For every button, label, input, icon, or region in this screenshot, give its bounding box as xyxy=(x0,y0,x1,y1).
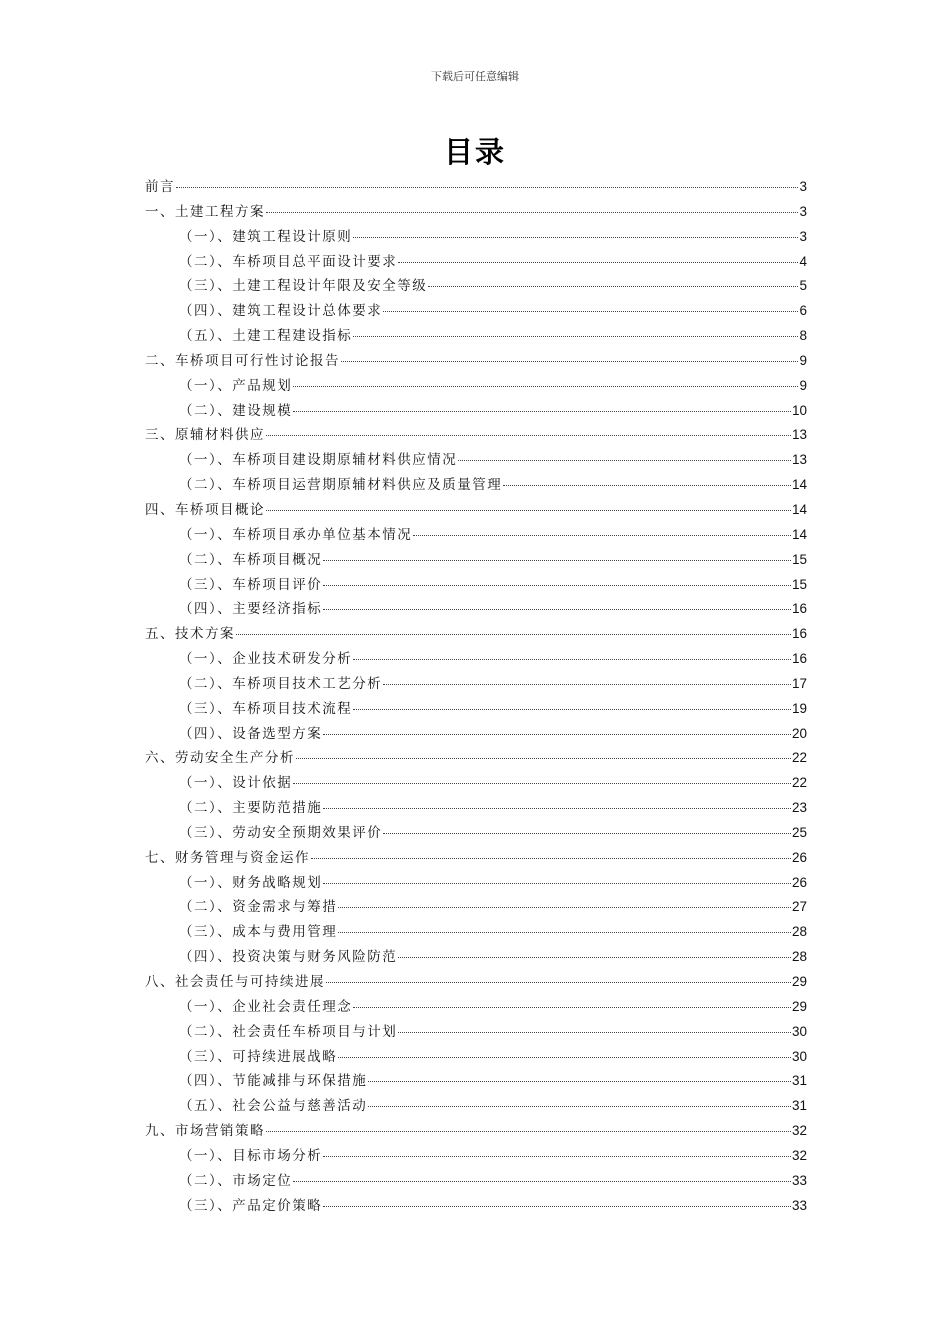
toc-entry-label: 四、车桥项目概论 xyxy=(145,501,265,518)
toc-subentry[interactable] xyxy=(145,722,807,747)
toc-entry-label: （三）、车桥项目技术流程 xyxy=(179,700,353,717)
toc-entry-label: （二）、建设规模 xyxy=(179,402,293,419)
toc-page-number: 32 xyxy=(791,1123,807,1139)
toc-entry[interactable] xyxy=(145,622,807,647)
toc-subentry[interactable] xyxy=(145,597,807,622)
toc-leader-dots xyxy=(311,858,791,859)
toc-leader-dots xyxy=(266,510,791,511)
toc-page-number: 28 xyxy=(791,924,807,940)
toc-subentry[interactable] xyxy=(145,448,807,473)
toc-page-number: 5 xyxy=(799,278,807,294)
toc-leader-dots xyxy=(293,783,791,784)
toc-leader-dots xyxy=(398,262,798,263)
toc-subentry[interactable] xyxy=(145,299,807,324)
toc-entry-label: （四）、设备选型方案 xyxy=(179,725,323,742)
toc-entry-label: 九、市场营销策略 xyxy=(145,1123,265,1140)
toc-subentry[interactable] xyxy=(145,274,807,299)
toc-subentry[interactable] xyxy=(145,374,807,399)
toc-page-number: 26 xyxy=(791,849,807,865)
toc-page-number: 22 xyxy=(791,750,807,766)
toc-subentry[interactable] xyxy=(145,250,807,275)
toc-entry-label: （二）、车桥项目技术工艺分析 xyxy=(179,675,383,692)
toc-page-number: 13 xyxy=(791,452,807,468)
toc-entry-label: （一）、车桥项目承办单位基本情况 xyxy=(179,526,413,543)
toc-leader-dots xyxy=(323,734,791,735)
toc-leader-dots xyxy=(383,833,791,834)
toc-leader-dots xyxy=(353,659,791,660)
toc-leader-dots xyxy=(368,1081,791,1082)
toc-page-number: 14 xyxy=(791,477,807,493)
toc-entry[interactable] xyxy=(145,846,807,871)
toc-page-number: 33 xyxy=(791,1172,807,1188)
toc-page-number: 22 xyxy=(791,775,807,791)
toc-subentry[interactable] xyxy=(145,796,807,821)
toc-subentry[interactable] xyxy=(145,945,807,970)
toc-leader-dots xyxy=(293,386,798,387)
toc-entry-label: （五）、社会公益与慈善活动 xyxy=(179,1098,368,1115)
page-title: 目录 xyxy=(443,135,506,169)
toc-leader-dots xyxy=(323,609,791,610)
toc-leader-dots xyxy=(341,361,798,362)
toc-entry-label: （二）、资金需求与筹措 xyxy=(179,899,338,916)
toc-page-number: 32 xyxy=(791,1147,807,1163)
toc-leader-dots xyxy=(338,907,791,908)
toc-entry-label: （二）、车桥项目概况 xyxy=(179,551,323,568)
toc-page-number: 29 xyxy=(791,998,807,1014)
toc-subentry[interactable] xyxy=(145,324,807,349)
toc-entry[interactable] xyxy=(145,1119,807,1144)
toc-leader-dots xyxy=(368,1106,791,1107)
toc-page-number: 26 xyxy=(791,874,807,890)
toc-entry-label: （三）、车桥项目评价 xyxy=(179,576,323,593)
toc-subentry[interactable] xyxy=(145,548,807,573)
toc-leader-dots xyxy=(338,1057,791,1058)
toc-leader-dots xyxy=(353,1007,791,1008)
toc-page-number: 19 xyxy=(791,700,807,716)
toc-leader-dots xyxy=(353,237,798,238)
toc-page-number: 3 xyxy=(799,179,807,194)
toc-entry-label: （一）、产品规划 xyxy=(179,377,293,394)
toc-leader-dots xyxy=(323,585,791,586)
toc-subentry[interactable] xyxy=(145,399,807,424)
toc-leader-dots xyxy=(323,883,791,884)
toc-subentry[interactable] xyxy=(145,1045,807,1070)
toc-leader-dots xyxy=(338,932,791,933)
toc-subentry[interactable] xyxy=(145,523,807,548)
toc-leader-dots xyxy=(398,957,791,958)
toc-entry-label: （二）、车桥项目总平面设计要求 xyxy=(179,253,398,270)
toc-leader-dots xyxy=(266,212,798,213)
toc-leader-dots xyxy=(353,336,798,337)
toc-entry-label: 一、土建工程方案 xyxy=(145,203,265,220)
toc-entry-label: 七、财务管理与资金运作 xyxy=(145,849,310,866)
toc-page-number: 6 xyxy=(799,303,807,319)
toc-entry-label: （三）、成本与费用管理 xyxy=(179,924,338,941)
toc-entry[interactable] xyxy=(145,423,807,448)
toc-entry-label: （五）、土建工程建设指标 xyxy=(179,328,353,345)
toc-entry-label: （一）、企业技术研发分析 xyxy=(179,651,353,668)
toc-entry-label: 二、车桥项目可行性讨论报告 xyxy=(145,352,340,369)
toc-page-number: 28 xyxy=(791,949,807,965)
toc-entry-label: （四）、节能减排与环保措施 xyxy=(179,1073,368,1090)
toc-subentry[interactable] xyxy=(145,672,807,697)
toc-entry-label: （三）、劳动安全预期效果评价 xyxy=(179,824,383,841)
toc-subentry[interactable] xyxy=(145,1194,807,1219)
toc-page-number: 14 xyxy=(791,501,807,517)
toc-entry-label: （四）、建筑工程设计总体要求 xyxy=(179,303,383,320)
toc-entry-label: （二）、车桥项目运营期原辅材料供应及质量管理 xyxy=(179,477,503,494)
toc-entry-label: 前言 xyxy=(145,179,175,195)
toc-entry[interactable] xyxy=(145,349,807,374)
toc-entry-label: （二）、主要防范措施 xyxy=(179,800,323,817)
toc-entry[interactable] xyxy=(145,498,807,523)
toc-entry-label: （一）、车桥项目建设期原辅材料供应情况 xyxy=(179,452,458,469)
toc-leader-dots xyxy=(323,1156,791,1157)
toc-page-number: 25 xyxy=(791,824,807,840)
toc-entry-label: （四）、主要经济指标 xyxy=(179,601,323,618)
toc-page-number: 10 xyxy=(791,402,807,418)
toc-subentry[interactable] xyxy=(145,1069,807,1094)
toc-page-number: 8 xyxy=(799,328,807,344)
toc-page-number: 27 xyxy=(791,899,807,915)
toc-entry[interactable] xyxy=(145,970,807,995)
toc-page-number: 20 xyxy=(791,725,807,741)
toc-entry[interactable] xyxy=(145,746,807,771)
toc-subentry[interactable] xyxy=(145,1144,807,1169)
toc-subentry[interactable] xyxy=(145,920,807,945)
toc-entry-label: （三）、产品定价策略 xyxy=(179,1197,323,1214)
toc-entry-label: 三、原辅材料供应 xyxy=(145,427,265,444)
toc-page-number: 31 xyxy=(791,1073,807,1089)
toc-page-number: 3 xyxy=(799,203,807,219)
toc-entry-label: （二）、市场定位 xyxy=(179,1172,293,1189)
toc-subentry[interactable] xyxy=(145,821,807,846)
toc-entry-label: （三）、可持续进展战略 xyxy=(179,1048,338,1065)
toc-leader-dots xyxy=(266,435,791,436)
toc-subentry[interactable] xyxy=(145,995,807,1020)
toc-leader-dots xyxy=(353,709,791,710)
toc-leader-dots xyxy=(503,485,791,486)
toc-page-number: 33 xyxy=(791,1197,807,1213)
toc-page-number: 15 xyxy=(791,576,807,592)
toc-entry[interactable] xyxy=(145,200,807,225)
toc-entry-label: （一）、设计依据 xyxy=(179,775,293,792)
toc-leader-dots xyxy=(398,1032,791,1033)
toc-entry-label: （二）、社会责任车桥项目与计划 xyxy=(179,1023,398,1040)
toc-subentry[interactable] xyxy=(145,225,807,250)
toc-leader-dots xyxy=(413,535,791,536)
toc-subentry[interactable] xyxy=(145,771,807,796)
toc-leader-dots xyxy=(383,311,798,312)
toc-leader-dots xyxy=(176,187,798,188)
toc-leader-dots xyxy=(323,1206,791,1207)
toc-leader-dots xyxy=(236,634,791,635)
table-of-contents xyxy=(145,175,807,1218)
toc-subentry[interactable] xyxy=(145,697,807,722)
toc-entry-label: （一）、企业社会责任理念 xyxy=(179,998,353,1015)
toc-leader-dots xyxy=(293,1181,791,1182)
toc-page-number: 4 xyxy=(799,253,807,269)
toc-entry-label: 六、劳动安全生产分析 xyxy=(145,750,295,767)
toc-leader-dots xyxy=(383,684,791,685)
toc-page-number: 9 xyxy=(799,352,807,368)
toc-page-number: 3 xyxy=(799,228,807,244)
toc-page-number: 15 xyxy=(791,551,807,567)
toc-leader-dots xyxy=(458,460,791,461)
toc-subentry[interactable] xyxy=(145,871,807,896)
toc-entry-label: （一）、建筑工程设计原则 xyxy=(179,228,353,245)
toc-leader-dots xyxy=(323,808,791,809)
toc-leader-dots xyxy=(296,758,791,759)
toc-entry-label: （一）、财务战略规划 xyxy=(179,874,323,891)
toc-leader-dots xyxy=(428,286,798,287)
toc-subentry[interactable] xyxy=(145,1020,807,1045)
toc-page-number: 16 xyxy=(791,651,807,667)
toc-entry[interactable] xyxy=(145,175,807,200)
toc-leader-dots xyxy=(326,982,791,983)
toc-page-number: 17 xyxy=(791,675,807,691)
toc-entry-label: （一）、目标市场分析 xyxy=(179,1147,323,1164)
toc-entry-label: 八、社会责任与可持续进展 xyxy=(145,974,325,990)
toc-page-number: 9 xyxy=(799,377,807,393)
toc-subentry[interactable] xyxy=(145,573,807,598)
toc-leader-dots xyxy=(323,560,791,561)
toc-page-number: 30 xyxy=(791,1023,807,1039)
toc-subentry[interactable] xyxy=(145,1169,807,1194)
toc-subentry[interactable] xyxy=(145,1094,807,1119)
toc-page-number: 29 xyxy=(791,974,807,989)
toc-page-number: 16 xyxy=(791,626,807,642)
toc-leader-dots xyxy=(266,1131,791,1132)
toc-subentry[interactable] xyxy=(145,473,807,498)
header-note: 下载后可任意编辑 xyxy=(431,70,519,83)
toc-entry-label: 五、技术方案 xyxy=(145,626,235,643)
toc-leader-dots xyxy=(293,411,791,412)
toc-subentry[interactable] xyxy=(145,895,807,920)
toc-page-number: 13 xyxy=(791,427,807,443)
toc-subentry[interactable] xyxy=(145,647,807,672)
toc-page-number: 23 xyxy=(791,800,807,816)
toc-entry-label: （四）、投资决策与财务风险防范 xyxy=(179,949,398,966)
toc-page-number: 16 xyxy=(791,601,807,617)
toc-page-number: 14 xyxy=(791,526,807,542)
toc-entry-label: （三）、土建工程设计年限及安全等级 xyxy=(179,278,428,295)
toc-page-number: 31 xyxy=(791,1098,807,1114)
toc-page-number: 30 xyxy=(791,1048,807,1064)
